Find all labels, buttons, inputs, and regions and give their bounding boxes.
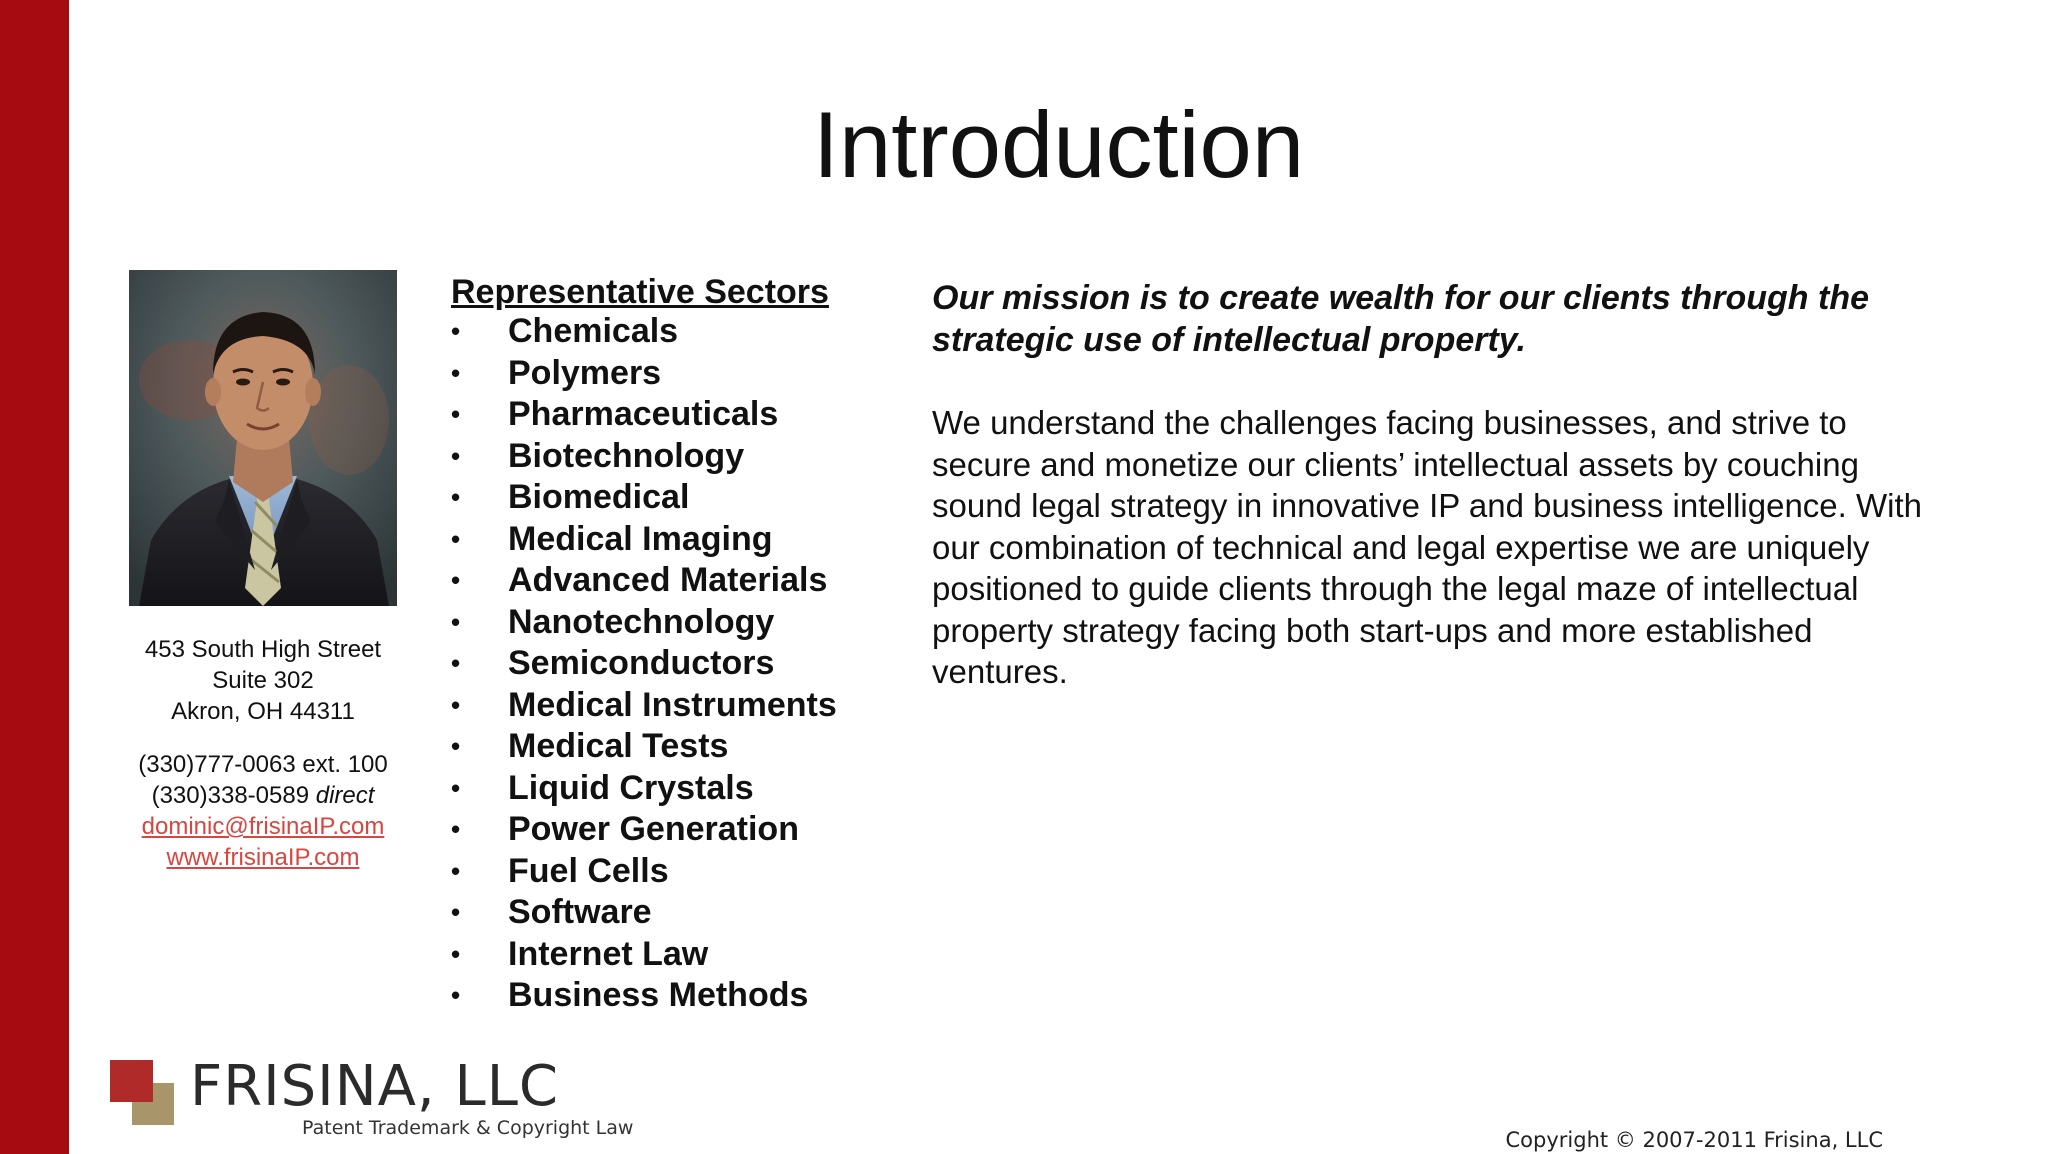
company-logo — [110, 1054, 634, 1140]
list-item — [451, 685, 891, 727]
sector-label: Pharmaceuticals — [508, 395, 779, 433]
contact-spacer — [110, 727, 416, 749]
website-link[interactable]: www.frisinaIP.com — [166, 844, 360, 871]
address-city: Akron, OH 44311 — [171, 698, 355, 725]
list-item — [451, 768, 891, 810]
sector-label: Medical Instruments — [508, 685, 837, 724]
sector-label: Advanced Materials — [508, 561, 828, 599]
sectors-list — [451, 311, 891, 1017]
list-item — [451, 311, 891, 353]
bullet-icon: • — [451, 440, 461, 471]
bullet-icon: • — [451, 731, 461, 761]
phone-direct — [110, 780, 416, 811]
address-suite: Suite 302 — [212, 667, 314, 694]
list-item — [451, 726, 891, 768]
bullet-icon: • — [451, 523, 461, 554]
sector-label: Semiconductors — [508, 644, 775, 682]
list-item — [451, 436, 891, 478]
bullet-icon: • — [451, 399, 461, 429]
sector-label: Chemicals — [508, 312, 679, 350]
sector-label: Medical Imaging — [508, 519, 773, 558]
mission-description: We understand the challenges facing businesses, and strive to secure and monetize our clients’ intellectual assets by couching sound legal strategy in innovative IP and business intelligence. With our combination of technical and legal expertise we are uniquely positioned to guide clients through the legal maze of intellectual property strategy facing both start-ups and more established ventures. — [932, 404, 1922, 690]
phone-direct-number: (330)338-0589 — [151, 782, 310, 809]
list-item — [451, 809, 891, 851]
phone-main: (330)777-0063 ext. 100 — [138, 751, 388, 778]
list-item — [451, 394, 891, 436]
list-item — [451, 519, 891, 561]
bullet-icon: • — [451, 316, 461, 346]
sector-label: Biomedical — [508, 478, 690, 516]
copyright-notice: Copyright © 2007-2011 Frisina, LLC — [1505, 1128, 1883, 1152]
list-item — [451, 643, 891, 685]
contact-block — [110, 634, 416, 873]
sector-label: Fuel Cells — [508, 851, 669, 890]
logo-tagline: Patent Trademark & Copyright Law — [302, 1117, 634, 1139]
bullet-icon: • — [451, 855, 461, 886]
bullet-icon: • — [451, 772, 461, 803]
email-link[interactable]: dominic@frisinaIP.com — [141, 813, 385, 840]
address-line: 453 South High Street — [144, 636, 382, 663]
sectors-section — [451, 270, 891, 1017]
sectors-heading: Representative Sectors — [451, 273, 829, 311]
bullet-icon: • — [451, 897, 461, 927]
list-item — [451, 353, 891, 395]
portrait-photo — [129, 270, 397, 606]
list-item — [451, 560, 891, 602]
list-item — [451, 934, 891, 976]
bullet-icon: • — [451, 482, 461, 512]
bullet-icon: • — [451, 357, 461, 388]
bullet-icon: • — [451, 938, 461, 969]
bullet-icon: • — [451, 565, 461, 595]
sector-label: Liquid Crystals — [508, 768, 754, 807]
logo-name: FRISINA, LLC — [190, 1054, 559, 1119]
sector-label: Medical Tests — [508, 727, 729, 765]
sector-label: Nanotechnology — [508, 602, 775, 641]
bullet-icon: • — [451, 606, 461, 637]
bullet-icon: • — [451, 689, 461, 720]
sector-label: Biotechnology — [508, 436, 745, 475]
bullet-icon: • — [451, 814, 461, 844]
sector-label: Software — [508, 893, 652, 931]
sector-label: Internet Law — [508, 934, 709, 973]
slide-title: Introduction — [812, 92, 1305, 197]
list-item — [451, 602, 891, 644]
list-item — [451, 975, 891, 1017]
list-item — [451, 892, 891, 934]
left-accent-band — [0, 0, 69, 1154]
mission-statement: Our mission is to create wealth for our clients through the strategic use of intellectual property. — [932, 279, 1870, 359]
bullet-icon: • — [451, 648, 461, 678]
sector-label: Business Methods — [508, 976, 809, 1014]
logo-square-red — [110, 1060, 153, 1102]
phone-direct-label: direct — [315, 782, 375, 809]
list-item — [451, 851, 891, 893]
sector-label: Power Generation — [508, 810, 799, 848]
sector-label: Polymers — [508, 353, 662, 392]
bullet-icon: • — [451, 980, 461, 1010]
list-item — [451, 477, 891, 519]
